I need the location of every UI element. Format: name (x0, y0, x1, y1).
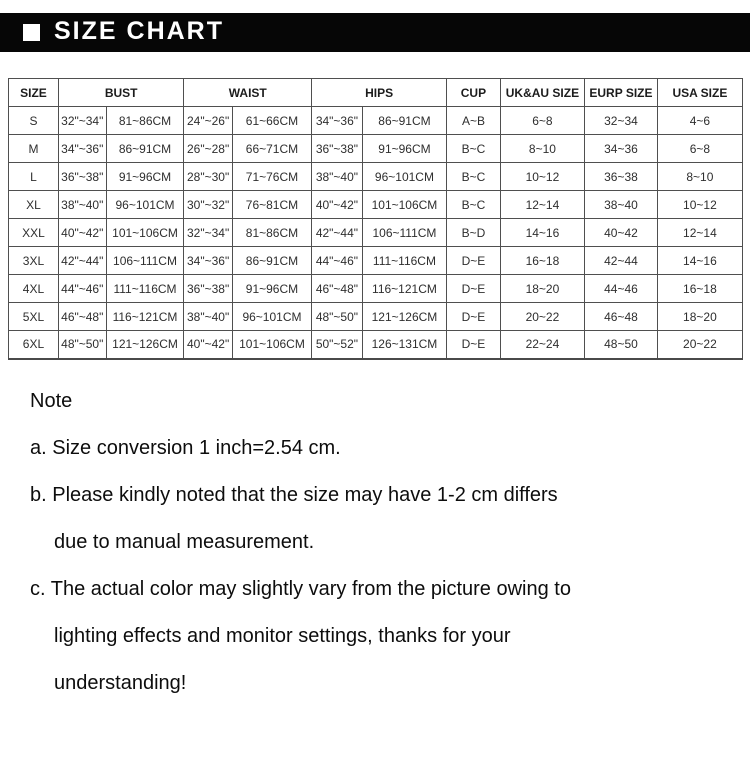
measurement-cell: 81~86CM (232, 219, 311, 247)
size-label-cell: 3XL (9, 247, 59, 275)
measurement-cell: B~C (447, 191, 501, 219)
measurement-cell: 86~91CM (362, 107, 446, 135)
square-bullet-icon (23, 24, 40, 41)
measurement-cell: 18~20 (500, 275, 584, 303)
measurement-cell: 106~111CM (362, 219, 446, 247)
measurement-cell: 116~121CM (106, 303, 184, 331)
measurement-cell: 96~101CM (106, 191, 184, 219)
note-line-b2: due to manual measurement. (54, 530, 315, 553)
table-row (9, 107, 743, 135)
measurement-cell: D~E (447, 331, 501, 359)
measurement-cell: 44~46 (585, 275, 658, 303)
measurement-cell: 8~10 (657, 163, 742, 191)
page-title: SIZE CHART (54, 17, 224, 45)
note-line-c1: c. The actual color may slightly vary from the picture owing to (30, 577, 571, 600)
note-line-c2: lighting effects and monitor settings, thanks for your (54, 624, 511, 647)
measurement-cell: 34"~36" (312, 107, 363, 135)
measurement-cell: 36~38 (585, 163, 658, 191)
measurement-cell: B~C (447, 135, 501, 163)
measurement-cell: 4~6 (657, 107, 742, 135)
measurement-cell: 91~96CM (106, 163, 184, 191)
notes-section (30, 391, 740, 693)
measurement-cell: 32~34 (585, 107, 658, 135)
measurement-cell: 71~76CM (232, 163, 311, 191)
measurement-cell: 36"~38" (184, 275, 232, 303)
measurement-cell: 26"~28" (184, 135, 232, 163)
measurement-cell: 40"~42" (58, 219, 106, 247)
measurement-cell: 20~22 (657, 331, 742, 359)
measurement-cell: 61~66CM (232, 107, 311, 135)
measurement-cell: 81~86CM (106, 107, 184, 135)
measurement-cell: 40~42 (585, 219, 658, 247)
column-header-eurp-size: EURP SIZE (585, 79, 658, 107)
table-row (9, 163, 743, 191)
table-row (9, 135, 743, 163)
title-bar (0, 13, 750, 52)
measurement-cell: 48~50 (585, 331, 658, 359)
measurement-cell: 16~18 (657, 275, 742, 303)
size-label-cell: 4XL (9, 275, 59, 303)
column-header-waist: WAIST (184, 79, 312, 107)
measurement-cell: 14~16 (500, 219, 584, 247)
measurement-cell: 111~116CM (362, 247, 446, 275)
measurement-cell: 32"~34" (58, 107, 106, 135)
size-label-cell: XXL (9, 219, 59, 247)
measurement-cell: 48"~50" (58, 331, 106, 359)
column-header-usa-size: USA SIZE (657, 79, 742, 107)
measurement-cell: 34"~36" (58, 135, 106, 163)
measurement-cell: 36"~38" (58, 163, 106, 191)
measurement-cell: 44"~46" (58, 275, 106, 303)
measurement-cell: 10~12 (657, 191, 742, 219)
size-chart-page (0, 13, 750, 693)
measurement-cell: 101~106CM (232, 331, 311, 359)
measurement-cell: 126~131CM (362, 331, 446, 359)
measurement-cell: 22~24 (500, 331, 584, 359)
column-header-hips: HIPS (312, 79, 447, 107)
measurement-cell: 38"~40" (184, 303, 232, 331)
column-header-ukau-size: UK&AU SIZE (500, 79, 584, 107)
measurement-cell: 30"~32" (184, 191, 232, 219)
measurement-cell: 76~81CM (232, 191, 311, 219)
size-label-cell: XL (9, 191, 59, 219)
table-body (9, 107, 743, 359)
measurement-cell: D~E (447, 275, 501, 303)
measurement-cell: 24"~26" (184, 107, 232, 135)
table-row (9, 331, 743, 359)
measurement-cell: 20~22 (500, 303, 584, 331)
measurement-cell: 6~8 (657, 135, 742, 163)
measurement-cell: 116~121CM (362, 275, 446, 303)
measurement-cell: 10~12 (500, 163, 584, 191)
measurement-cell: 12~14 (500, 191, 584, 219)
table-row (9, 303, 743, 331)
column-header-size: SIZE (9, 79, 59, 107)
measurement-cell: 96~101CM (362, 163, 446, 191)
measurement-cell: 86~91CM (232, 247, 311, 275)
measurement-cell: D~E (447, 303, 501, 331)
measurement-cell: 16~18 (500, 247, 584, 275)
header-row (9, 79, 743, 107)
measurement-cell: 18~20 (657, 303, 742, 331)
measurement-cell: 96~101CM (232, 303, 311, 331)
table-row (9, 219, 743, 247)
measurement-cell: 44"~46" (312, 247, 363, 275)
measurement-cell: B~D (447, 219, 501, 247)
note-line-a: a. Size conversion 1 inch=2.54 cm. (30, 436, 341, 459)
measurement-cell: 28"~30" (184, 163, 232, 191)
size-label-cell: S (9, 107, 59, 135)
table-row (9, 247, 743, 275)
measurement-cell: 34~36 (585, 135, 658, 163)
measurement-cell: 48"~50" (312, 303, 363, 331)
measurement-cell: 46~48 (585, 303, 658, 331)
measurement-cell: 14~16 (657, 247, 742, 275)
measurement-cell: 36"~38" (312, 135, 363, 163)
measurement-cell: 91~96CM (232, 275, 311, 303)
measurement-cell: 42"~44" (312, 219, 363, 247)
notes-title: Note (30, 389, 73, 412)
measurement-cell: 38"~40" (312, 163, 363, 191)
size-label-cell: M (9, 135, 59, 163)
measurement-cell: 106~111CM (106, 247, 184, 275)
size-chart-table (8, 78, 743, 360)
measurement-cell: 111~116CM (106, 275, 184, 303)
note-line-b1: b. Please kindly noted that the size may have 1-2 cm differs (30, 483, 558, 506)
note-line-c3: understanding! (54, 671, 187, 694)
measurement-cell: 66~71CM (232, 135, 311, 163)
measurement-cell: 38"~40" (58, 191, 106, 219)
table-row (9, 191, 743, 219)
measurement-cell: 121~126CM (362, 303, 446, 331)
measurement-cell: 38~40 (585, 191, 658, 219)
measurement-cell: A~B (447, 107, 501, 135)
measurement-cell: 121~126CM (106, 331, 184, 359)
size-label-cell: 5XL (9, 303, 59, 331)
measurement-cell: B~C (447, 163, 501, 191)
table-row (9, 275, 743, 303)
measurement-cell: 91~96CM (362, 135, 446, 163)
measurement-cell: 40"~42" (184, 331, 232, 359)
column-header-bust: BUST (58, 79, 184, 107)
measurement-cell: 8~10 (500, 135, 584, 163)
measurement-cell: 46"~48" (312, 275, 363, 303)
size-label-cell: 6XL (9, 331, 59, 359)
measurement-cell: 42"~44" (58, 247, 106, 275)
measurement-cell: 42~44 (585, 247, 658, 275)
size-label-cell: L (9, 163, 59, 191)
measurement-cell: 34"~36" (184, 247, 232, 275)
measurement-cell: 6~8 (500, 107, 584, 135)
measurement-cell: 12~14 (657, 219, 742, 247)
measurement-cell: 32"~34" (184, 219, 232, 247)
measurement-cell: 46"~48" (58, 303, 106, 331)
measurement-cell: 40"~42" (312, 191, 363, 219)
column-header-cup: CUP (447, 79, 501, 107)
measurement-cell: 50"~52" (312, 331, 363, 359)
measurement-cell: 101~106CM (106, 219, 184, 247)
measurement-cell: D~E (447, 247, 501, 275)
measurement-cell: 86~91CM (106, 135, 184, 163)
measurement-cell: 101~106CM (362, 191, 446, 219)
